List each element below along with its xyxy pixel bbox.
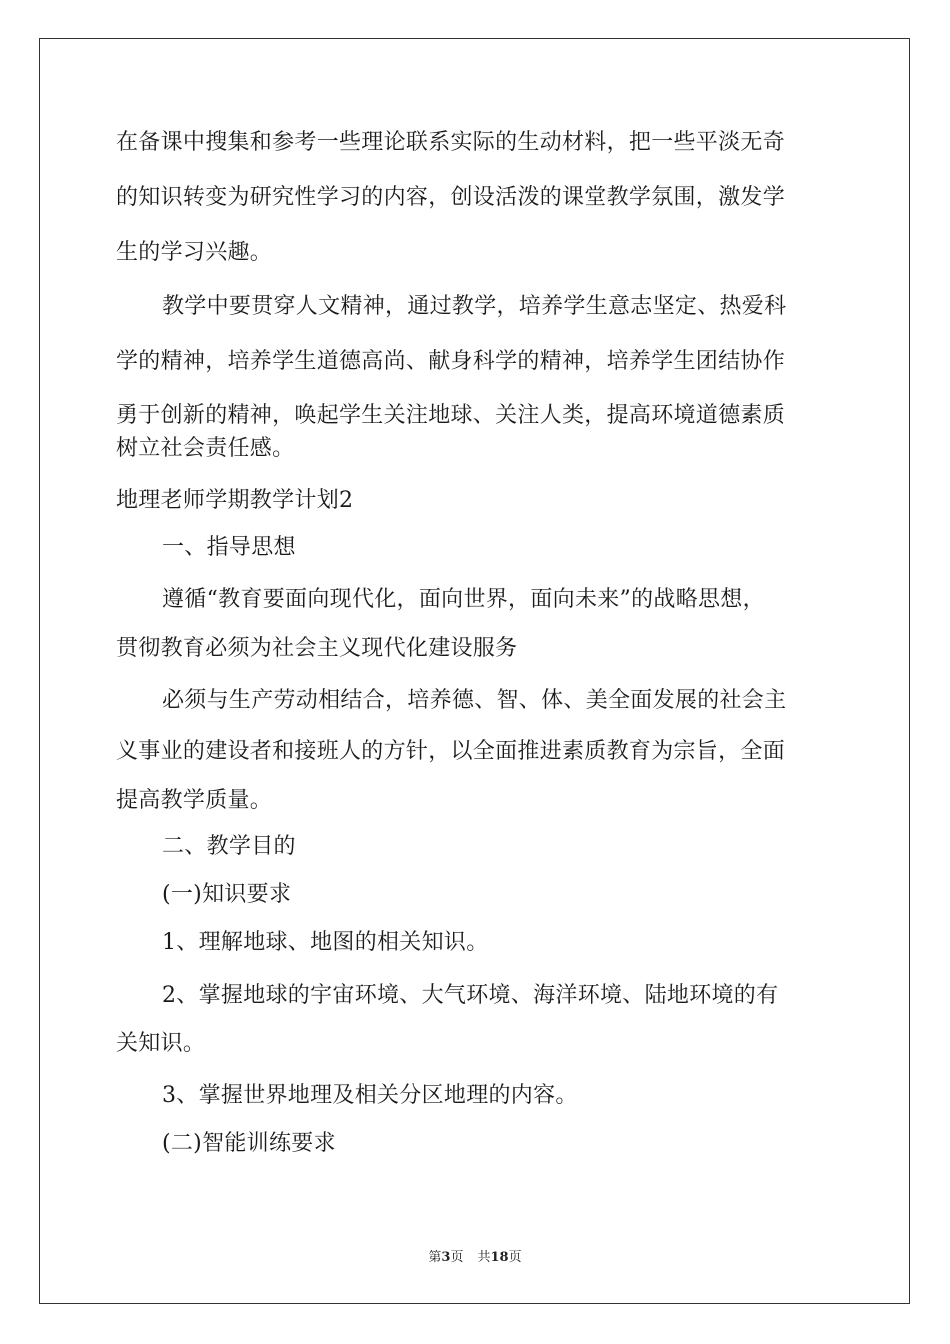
paragraph-line: 贯彻教育必须为社会主义现代化建设服务 — [116, 636, 518, 661]
total-prefix: 共 — [477, 1250, 491, 1265]
paragraph-line: 提高教学质量。 — [116, 788, 273, 813]
page-prefix: 第 — [428, 1250, 442, 1265]
total-unit: 页 — [508, 1250, 522, 1265]
page-footer — [0, 1246, 950, 1265]
subsection-heading: (二)智能训练要求 — [162, 1131, 336, 1156]
subsection-heading: (一)知识要求 — [162, 882, 292, 907]
section-heading: 地理老师学期教学计划2 — [116, 488, 354, 513]
page-border — [39, 38, 910, 1304]
paragraph-line: 勇于创新的精神，唤起学生关注地球、关注人类，提高环境道德素质 — [116, 403, 786, 428]
paragraph-line: 树立社会责任感。 — [116, 436, 295, 461]
paragraph-line: 义事业的建设者和接班人的方针，以全面推进素质教育为宗旨，全面 — [116, 739, 786, 764]
list-item: 2、掌握地球的宇宙环境、大气环境、海洋环境、陆地环境的有 — [162, 983, 779, 1008]
paragraph-line: 教学中要贯穿人文精神，通过教学，培养学生意志坚定、热爱科 — [162, 294, 787, 319]
paragraph-line: 在备课中搜集和参考一些理论联系实际的生动材料，把一些平淡无奇 — [116, 130, 786, 155]
total-page-count: 18 — [490, 1250, 509, 1265]
paragraph-line: 遵循“教育要面向现代化，面向世界，面向未来”的战略思想， — [162, 587, 765, 612]
list-item: 1、理解地球、地图的相关知识。 — [162, 930, 489, 955]
paragraph-line: 必须与生产劳动相结合，培养德、智、体、美全面发展的社会主 — [162, 688, 787, 713]
paragraph-line: 关知识。 — [116, 1031, 206, 1056]
paragraph-line: 学的精神，培养学生道德高尚、献身科学的精神，培养学生团结协作 — [116, 349, 786, 374]
subsection-heading: 一、指导思想 — [162, 535, 296, 560]
subsection-heading: 二、教学目的 — [162, 834, 296, 859]
paragraph-line: 生的学习兴趣。 — [116, 240, 273, 265]
paragraph-line: 的知识转变为研究性学习的内容，创设活泼的课堂教学氛围，激发学 — [116, 185, 786, 210]
page-unit: 页 — [450, 1250, 464, 1265]
current-page-number: 3 — [441, 1250, 451, 1265]
list-item: 3、掌握世界地理及相关分区地理的内容。 — [162, 1083, 578, 1108]
